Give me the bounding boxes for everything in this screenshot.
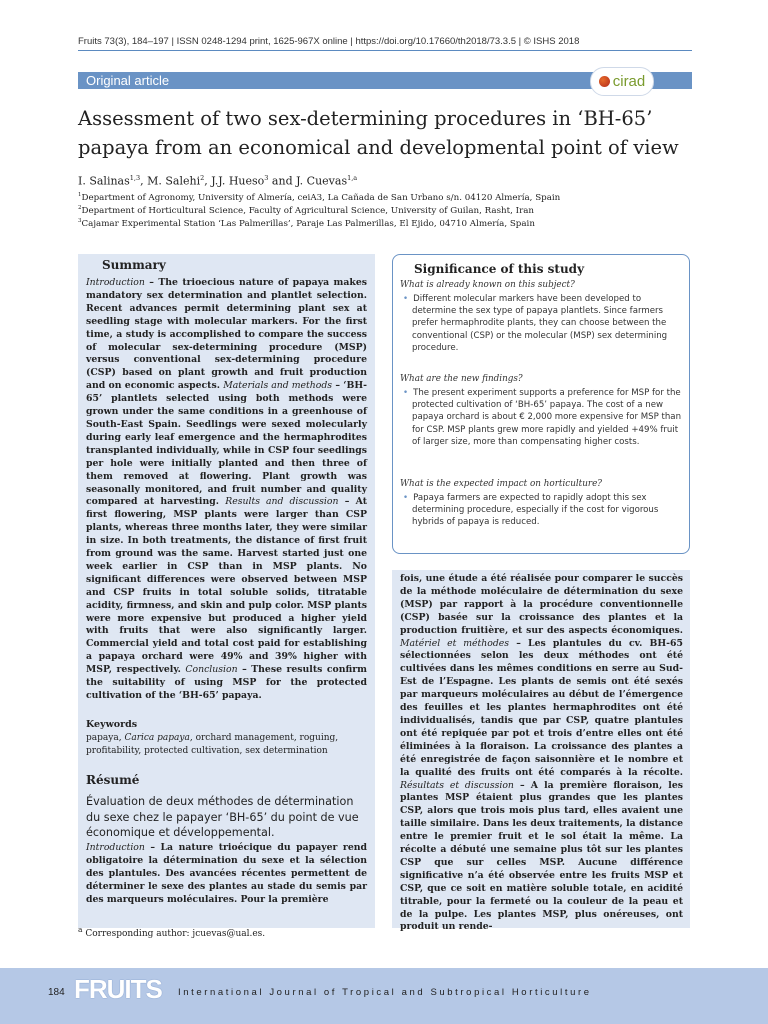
- affiliation-sup: 3: [78, 218, 82, 224]
- summary-heading: Summary: [102, 258, 166, 272]
- author-affiliation-sup: 1,3: [129, 174, 141, 182]
- affiliation-line: [78, 192, 560, 203]
- corresponding-author-footnote: [78, 925, 265, 939]
- keywords-text: [86, 732, 368, 757]
- significance-question: What is the expected impact on horticulture?: [400, 479, 603, 489]
- author-name: J.J. Hueso: [211, 174, 265, 188]
- author-separator: and: [268, 174, 297, 188]
- resume-continued-body: [400, 573, 683, 934]
- affiliation-line: [78, 218, 535, 229]
- bullet-icon: •: [403, 493, 409, 503]
- significance-answer: [400, 492, 684, 529]
- author-name: J. Cuevas: [296, 174, 348, 188]
- keywords-part: papaya,: [86, 733, 125, 743]
- affiliation-text: Cajamar Experimental Station ‘Las Palmerillas’, Paraje Las Palmerillas, El Ejido, 04710 Almería, Spain: [81, 218, 535, 229]
- summary-conclusion-text: – These results confirm the suitability of using MSP for the protected cultivation of the ‘BH-65’ papaya.: [86, 664, 367, 701]
- summary-results-label: Results and discussion: [225, 496, 339, 508]
- journal-logo: FRUITS: [74, 974, 162, 1004]
- resume-intro-text: – La nature trioécique du papayer rend obligatoire la détermination du sexe et la sélection des plantules. Des avancées récentes permettent de déterminer le sexe des plantes au stade du semis par des marqueurs moléculaires. Pour la première: [86, 842, 367, 905]
- author-separator: ,: [204, 174, 212, 188]
- author-name: I. Salinas: [78, 174, 130, 188]
- significance-question: What are the new findings?: [400, 374, 523, 384]
- significance-heading: Significance of this study: [414, 262, 585, 276]
- cirad-logo-icon: [599, 76, 610, 87]
- affiliation-sup: 1: [78, 192, 82, 198]
- journal-name: International Journal of Tropical and Subtropical Horticulture: [178, 987, 592, 998]
- keywords-part: , orchard management, roguing, profitability, protected cultivation, sex determination: [86, 733, 339, 756]
- resume-heading: Résumé: [86, 773, 140, 787]
- resume-intro-label: Introduction: [86, 842, 145, 853]
- author-affiliation-sup: 3: [264, 174, 269, 182]
- summary-intro-label: Introduction: [86, 277, 145, 288]
- resume-results-text: – A la première floraison, les plantes MSP étaient plus grandes que les plantes CSP, alors que trois mois plus tard, elles avaient une taille similaire. Dans les deux traitements, la distance entre le premier fruit et le sol était la même. La récolte a débuté une semaine plus tôt sur les plantes CSP que sur celles MSP. Aucune différence significative n’a été observée entre les fruits MSP et CSP, que ce soit en matière soluble totale, en acidité titrable, pour la fermeté ou la couleur de la peau et de la pulpe. Les plantes MSP, plus onéreuses, ont produit un rende-: [400, 779, 683, 933]
- summary-conclusion-label: Conclusion: [185, 664, 238, 676]
- author-name: M. Salehi: [147, 174, 201, 188]
- significance-answer-text: Papaya farmers are expected to rapidly adopt this sex determining procedure, especially if the cost for vigorous hybrids of papaya is reduced.: [412, 493, 659, 528]
- section-label: Original article: [86, 73, 170, 88]
- summary-methods-text: – ‘BH-65’ plantlets selected using both methods were grown under the same conditions in a greenhouse of South-East Spain. Seedlings were sexed molecularly during early leaf emergence and the hermaphrodites transplanted individually, while in CSP four seedlings per hole were initially planted and then three of them removed at flowering. Plant growth was seasonally monitored, and fruit number and quality compared at harvesting.: [86, 380, 367, 508]
- author-separator: ,: [140, 174, 148, 188]
- affiliation-text: Department of Agronomy, University of Almería, ceiA3, La Cañada de San Urbano s/n. 04120 Almería, Spain: [81, 192, 561, 203]
- author-affiliation-sup: 1,a: [347, 174, 358, 182]
- keywords-heading: Keywords: [86, 719, 138, 730]
- significance-answer: [400, 387, 684, 448]
- author-list: [78, 174, 357, 188]
- affiliation-sup: 2: [78, 205, 82, 211]
- cirad-logo: [590, 67, 654, 96]
- header-rule: [78, 50, 692, 51]
- bullet-icon: •: [403, 294, 409, 304]
- summary-results-text: – At first flowering, MSP plants were larger than CSP plants, whereas three months later, they were similar in size. In both treatments, the distance of first fruit from ground was the same. Harvest started just one week earlier in CSP than in MSP plants. No significant differences were observed between MSP and CSP fruits in total soluble solids, titratable acidity, firmness, and skin and pulp color. MSP plants were more expensive but produced a higher yield with fruits that were also significantly larger. Commercial yield and total cost paid for establishing a papaya orchard were 49% and 39% higher with MSP, respectively.: [86, 496, 368, 676]
- footnote-text: Corresponding author: jcuevas@ual.es.: [82, 929, 266, 939]
- keywords-species: Carica papaya: [124, 733, 190, 743]
- resume-methods-label: Matériel et méthodes: [400, 637, 510, 649]
- resume-continued-text: fois, une étude a été réalisée pour comparer le succès de la méthode moléculaire de détermination du sexe (MSP) par rapport à la procédure conventionnelle (CSP) basée sur la croissance des plantes et la production fruitière, et sur des aspects économiques.: [400, 573, 683, 636]
- resume-results-label: Résultats et discussion: [400, 779, 514, 791]
- significance-answer-text: The present experiment supports a preference for MSP for the protected cultivation of ‘BH-65’ papaya. The cost of a new papaya orchard is about € 2,000 more expensive for MSP than for CSP. MSP plants grew more rapidly and yielded +49% fruit of larger size, more than compensating higher costs.: [412, 388, 682, 447]
- summary-intro-text: – The trioecious nature of papaya makes mandatory sex determination and plantlet selection. Recent advances permit determining plant sex at seedling stage with molecular markers. For the first time, a study is accomplished to compare the success of molecular sex-determining procedure (MSP) versus conventional sex-determining procedure (CSP) based on plant growth and fruit production and on economic aspects.: [86, 277, 367, 392]
- article-title: Assessment of two sex-determining procedures in ‘BH-65’ papaya from an economical and developmental point of view: [78, 107, 679, 159]
- cirad-logo-text: cirad: [612, 73, 646, 90]
- affiliation-text: Department of Horticultural Science, Faculty of Agricultural Science, University of Guilan, Rasht, Iran: [81, 205, 535, 216]
- resume-body: [86, 842, 367, 907]
- bullet-icon: •: [403, 388, 409, 398]
- resume-methods-text: – Les plantules du cv. BH-65 sélectionnées selon les deux méthodes ont été cultivées dans les mêmes conditions en serre au Sud-Est de l’Espagne. Les plants de semis ont été sexés par marqueurs moléculaires au début de l’émergence des feuilles et les plantes hermaphrodites ont été individualisés, tandis que par CSP, quatre plantules ont été repiquée par pot et trois d’entre elles ont été éliminées à la floraison. La croissance des plantes a été enregistrée de façon saisonnière et le nombre et la qualité des fruits ont été comparés à la récolte.: [400, 637, 683, 778]
- significance-answer-text: Different molecular markers have been developed to determine the sex type of papaya plantlets. Since farmers prefer hermaphrodite plants, they can choose between the conventional (CSP) or the molecular (MSP) sex determining procedure.: [412, 294, 668, 353]
- journal-citation: Fruits 73(3), 184–197 | ISSN 0248-1294 print, 1625-967X online | https://doi.org/10.17660/th2018/73.3.5 | © ISHS 2018: [78, 36, 580, 47]
- affiliation-line: [78, 205, 534, 216]
- significance-answer: [400, 293, 684, 354]
- summary-methods-label: Materials and methods: [223, 380, 333, 392]
- summary-body: [86, 277, 367, 703]
- page-number: 184: [48, 987, 65, 998]
- footnote-sup: a: [78, 925, 83, 934]
- author-affiliation-sup: 2: [200, 174, 205, 182]
- resume-title: Évaluation de deux méthodes de détermination du sexe chez le papayer ‘BH-65’ du point de vue économique et développemental.: [86, 795, 359, 839]
- significance-question: What is already known on this subject?: [400, 280, 575, 290]
